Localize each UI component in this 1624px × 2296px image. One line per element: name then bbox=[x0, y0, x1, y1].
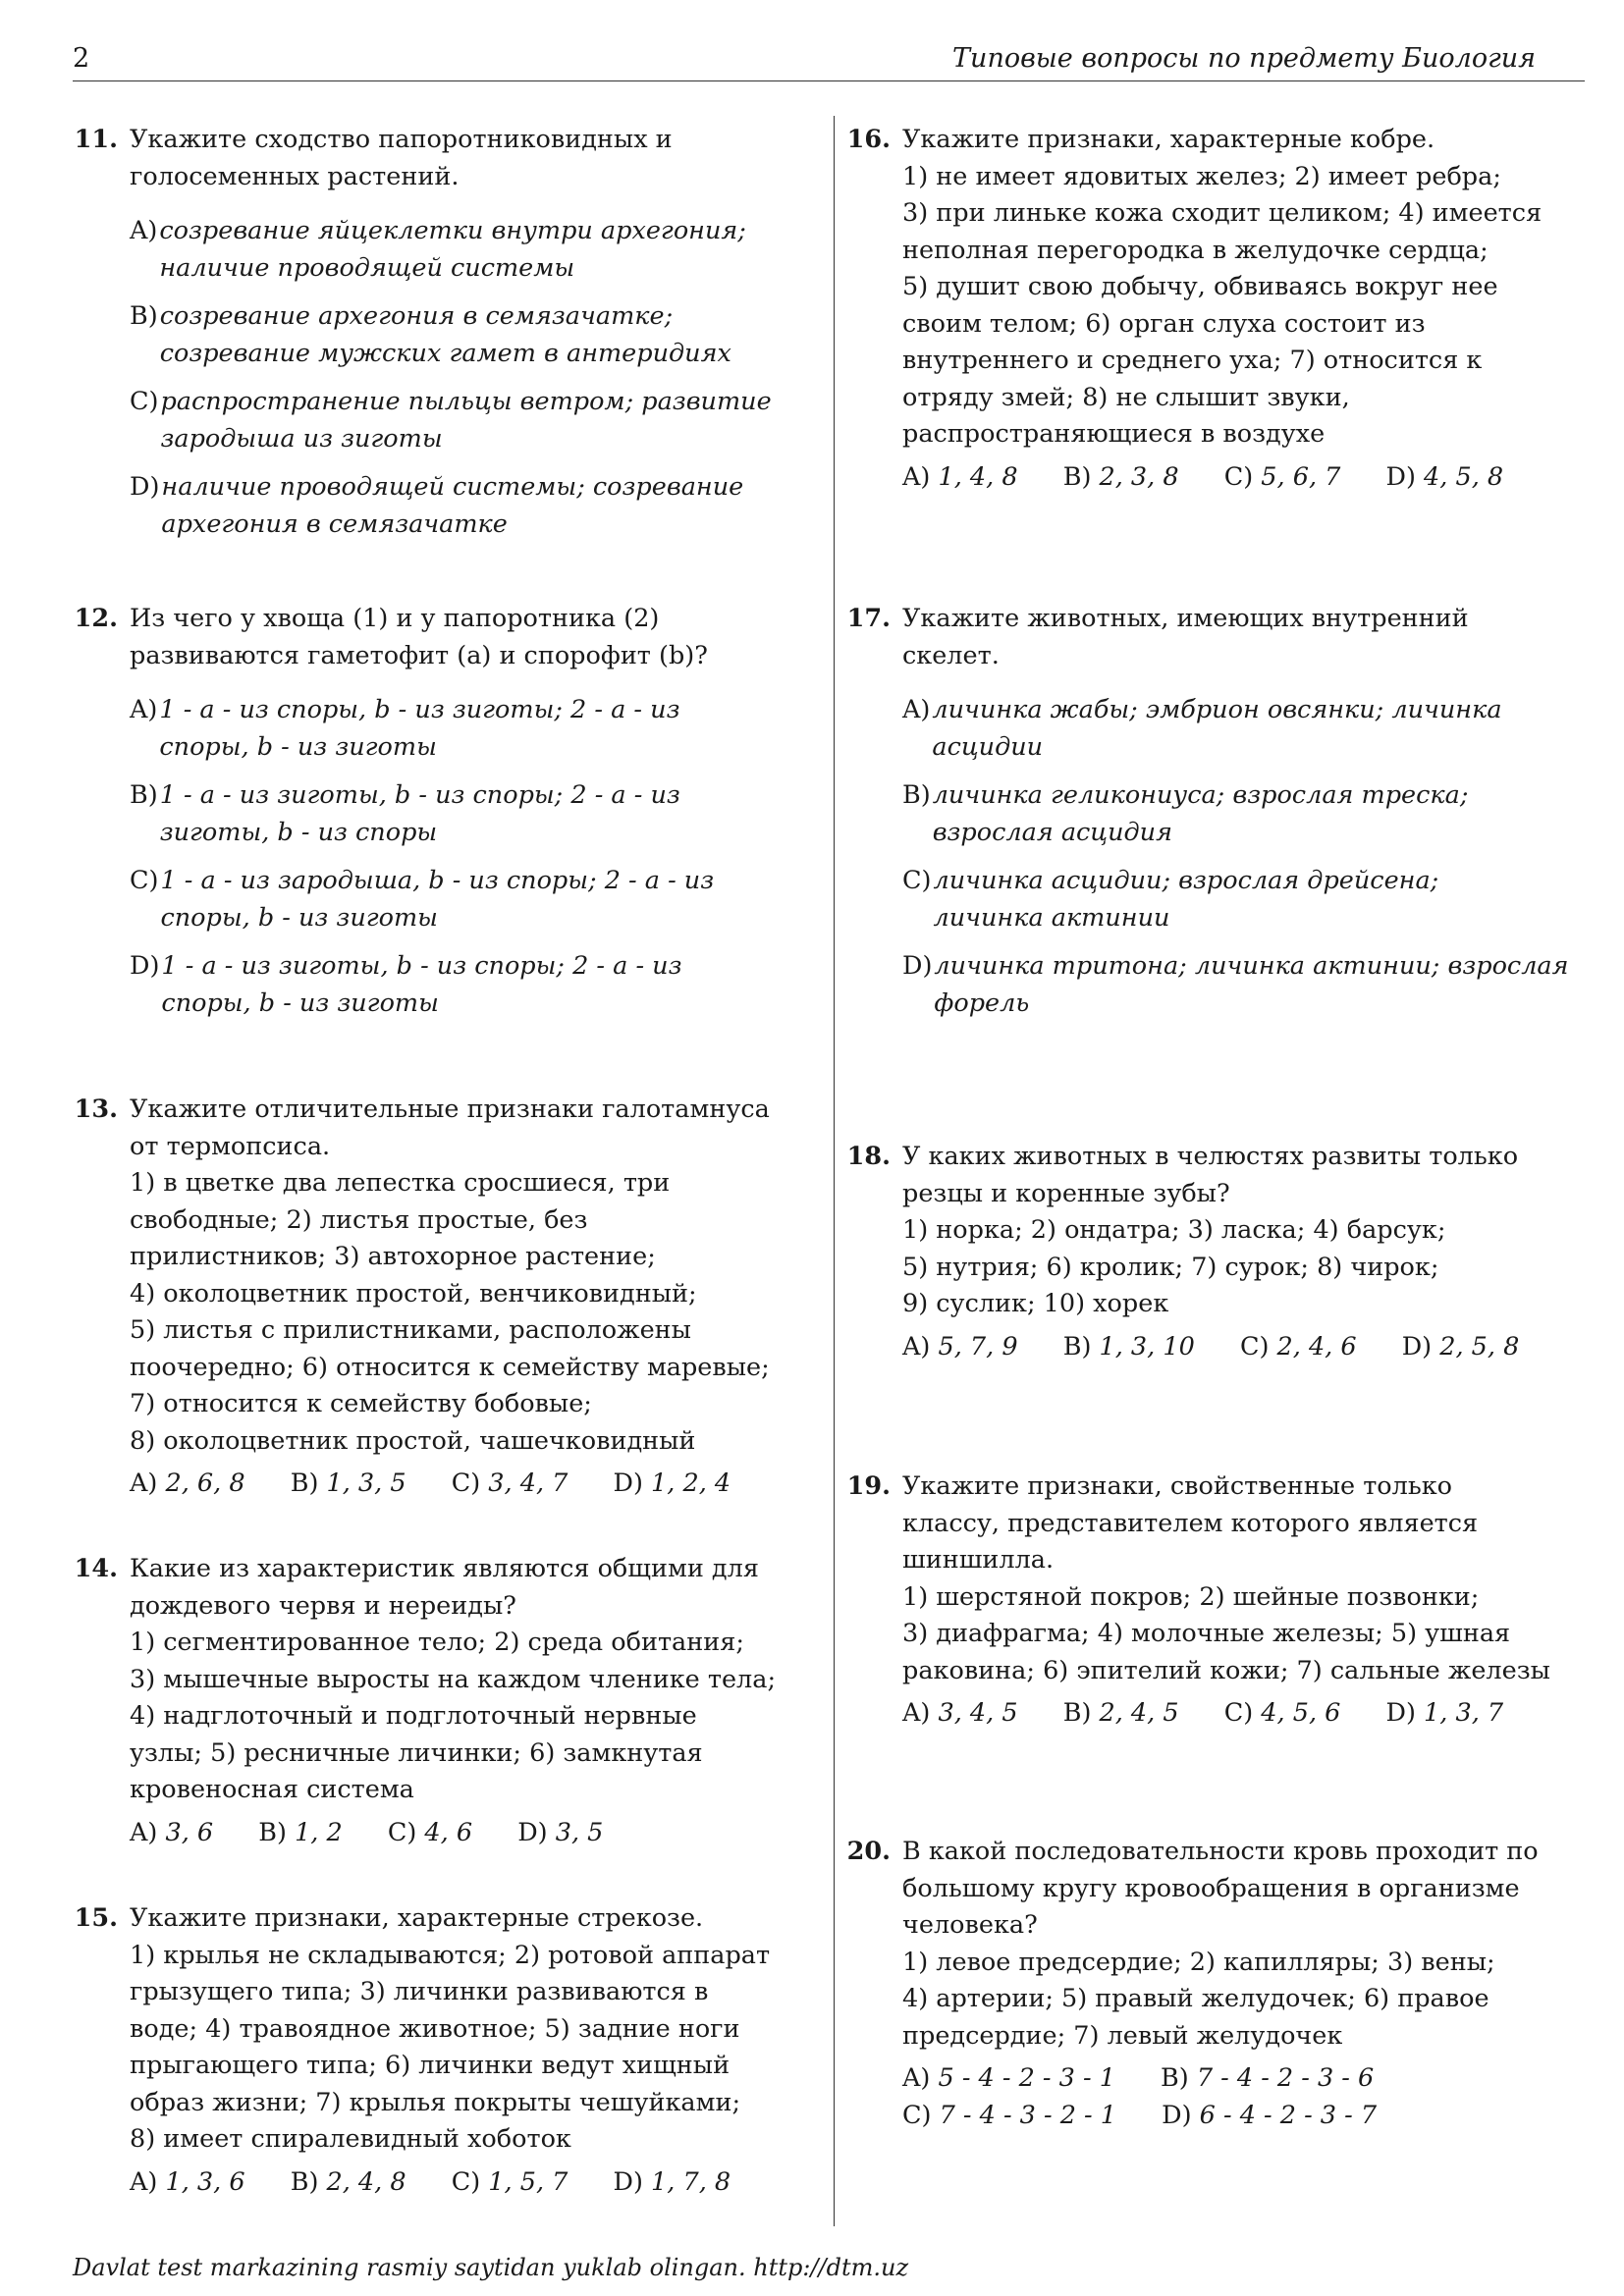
answer-c[interactable]: C) 5, 6, 7 bbox=[1223, 461, 1341, 492]
question-text: В какой последовательности кровь проходит по большому кругу кровообращения в организме человека? 1) левое предсердие; 2) капилляры; 3) вены; 4) артерии; 5) правый желудочек; 6) правое предсердие; 7) левый желудочек bbox=[902, 1837, 1539, 2051]
answer-choices bbox=[902, 2060, 1601, 2134]
question-number: 11. bbox=[74, 125, 118, 154]
question-text: Какие из характеристик являются общими для дождевого червя и нереиды? 1) сегментированное тело; 2) среда обитания; 3) мышечные выросты на каждом членике тела; 4) надглоточный и подглоточный нервные узлы; 5) ресничные личинки; 6) замкнутая кровеносная система bbox=[130, 1554, 777, 1804]
option-c[interactable]: C) личинка асцидии; взрослая дрейсена; личинка актинии bbox=[902, 863, 1601, 936]
answer-d[interactable]: D) 6 - 4 - 2 - 3 - 7 bbox=[1162, 2100, 1378, 2130]
answer-b[interactable]: B) 1, 3, 10 bbox=[1062, 1331, 1195, 1362]
answer-c[interactable]: C) 4, 5, 6 bbox=[1223, 1698, 1341, 1728]
option-text: созревание архегония в семязачатке; созревание мужских гамет в антеридиях bbox=[159, 301, 731, 368]
question-text: Укажите признаки, характерные стрекозе. 1) крылья не складываются; 2) ротовой аппарат грызущего типа; 3) личинки развиваются в воде; 4) травоядное животное; 5) задние ноги прыгающего типа; 6) личинки ведут хищный образ жизни; 7) крылья покрыты чешуйками; 8) имеет спиралевидный хоботок bbox=[130, 1903, 771, 2154]
answer-d[interactable]: D) 2, 5, 8 bbox=[1401, 1331, 1520, 1362]
question-text: Укажите животных, имеющих внутренний скелет. bbox=[902, 604, 1469, 670]
question-number: 19. bbox=[846, 1471, 891, 1501]
answer-c[interactable]: C) 3, 4, 7 bbox=[451, 1468, 568, 1498]
answer-a[interactable]: A) 1, 3, 6 bbox=[130, 2166, 245, 2197]
option-a[interactable]: A) 1 - a - из споры, b - из зиготы; 2 - a - из споры, b - из зиготы bbox=[130, 692, 799, 766]
option-text: 1 - a - из споры, b - из зиготы; 2 - a - из споры, b - из зиготы bbox=[159, 695, 680, 762]
answer-c[interactable]: C) 2, 4, 6 bbox=[1239, 1331, 1357, 1362]
option-text: 1 - a - из зиготы, b - из споры; 2 - a - из зиготы, b - из споры bbox=[159, 780, 680, 847]
answer-d[interactable]: D) 1, 2, 4 bbox=[613, 1468, 731, 1498]
option-text: 1 - a - из зародыша, b - из споры; 2 - a - из споры, b - из зиготы bbox=[160, 866, 715, 933]
question-number: 17. bbox=[846, 604, 891, 633]
question-number: 15. bbox=[74, 1903, 118, 1933]
option-text: личинка асцидии; взрослая дрейсена; личинка актинии bbox=[933, 866, 1439, 933]
option-text: личинка тритона; личинка актинии; взрослая форель bbox=[934, 951, 1569, 1018]
option-b[interactable]: B) 1 - a - из зиготы, b - из споры; 2 - a - из зиготы, b - из споры bbox=[130, 777, 799, 851]
options-list bbox=[130, 692, 799, 1022]
question-number: 16. bbox=[846, 125, 891, 154]
question-number: 18. bbox=[846, 1142, 891, 1171]
answer-a[interactable]: A) 5, 7, 9 bbox=[902, 1331, 1018, 1362]
question-11 bbox=[73, 122, 799, 543]
answer-d[interactable]: D) 4, 5, 8 bbox=[1385, 461, 1504, 492]
option-text: наличие проводящей системы; созревание архегония в семязачатке bbox=[161, 472, 744, 539]
page-number: 2 bbox=[73, 43, 90, 74]
answer-d[interactable]: D) 1, 7, 8 bbox=[613, 2166, 731, 2197]
option-text: 1 - a - из зиготы, b - из споры; 2 - a - из споры, b - из зиготы bbox=[161, 951, 682, 1018]
answer-c[interactable]: C) 4, 6 bbox=[387, 1817, 473, 1847]
answer-b[interactable]: B) 2, 4, 8 bbox=[290, 2166, 406, 2197]
answer-d[interactable]: D) 1, 3, 7 bbox=[1385, 1698, 1504, 1728]
options-list bbox=[902, 692, 1601, 1022]
option-d[interactable]: D) личинка тритона; личинка актинии; взрослая форель bbox=[902, 948, 1601, 1022]
answer-b[interactable]: B) 7 - 4 - 2 - 3 - 6 bbox=[1161, 2063, 1375, 2093]
question-text: Из чего у хвоща (1) и у папоротника (2) развиваются гаметофит (a) и спорофит (b)? bbox=[130, 604, 708, 670]
question-17 bbox=[845, 601, 1601, 1022]
answer-a[interactable]: A) 2, 6, 8 bbox=[130, 1468, 245, 1498]
option-d[interactable]: D) наличие проводящей системы; созревание архегония в семязачатке bbox=[130, 469, 799, 543]
column-divider bbox=[834, 116, 835, 2226]
answer-a[interactable]: A) 3, 6 bbox=[130, 1817, 214, 1847]
answer-a[interactable]: A) 3, 4, 5 bbox=[902, 1698, 1018, 1728]
question-text: Укажите признаки, характерные кобре. 1) не имеет ядовитых желез; 2) имеет ребра; 3) при линьке кожа сходит целиком; 4) имеется неполная перегородка в желудочке сердца; 5) душит свою добычу, обвиваясь вокруг нее своим телом; 6) орган слуха состоит из внутреннего и среднего уха; 7) относится к отряду змей; 8) не слышит звуки, распространяющиеся в воздухе bbox=[902, 125, 1543, 449]
answer-choices bbox=[130, 1466, 799, 1503]
question-13 bbox=[73, 1092, 799, 1503]
option-c[interactable]: C) 1 - a - из зародыша, b - из споры; 2 - a - из споры, b - из зиготы bbox=[130, 863, 799, 936]
question-20 bbox=[845, 1834, 1601, 2134]
answer-c[interactable]: C) 7 - 4 - 3 - 2 - 1 bbox=[902, 2100, 1117, 2130]
option-a[interactable]: A) созревание яйцеклетки внутри архегония; наличие проводящей системы bbox=[130, 213, 799, 287]
option-text: созревание яйцеклетки внутри архегония; наличие проводящей системы bbox=[159, 216, 746, 283]
question-number: 13. bbox=[74, 1095, 118, 1124]
option-a[interactable]: A) личинка жабы; эмбрион овсянки; личинка асцидии bbox=[902, 692, 1601, 766]
option-b[interactable]: B) созревание архегония в семязачатке; созревание мужских гамет в антеридиях bbox=[130, 298, 799, 372]
question-number: 12. bbox=[74, 604, 118, 633]
option-b[interactable]: B) личинка геликониуса; взрослая треска; взрослая асцидия bbox=[902, 777, 1601, 851]
answer-b[interactable]: B) 1, 3, 5 bbox=[290, 1468, 406, 1498]
answer-choices bbox=[130, 2164, 799, 2202]
question-number: 20. bbox=[846, 1837, 891, 1866]
answer-choices bbox=[902, 459, 1601, 497]
question-19 bbox=[845, 1468, 1601, 1733]
option-d[interactable]: D) 1 - a - из зиготы, b - из споры; 2 - a - из споры, b - из зиготы bbox=[130, 948, 799, 1022]
page-footer: Davlat test markazining rasmiy saytidan yuklab olingan. http://dtm.uz bbox=[73, 2254, 909, 2281]
question-text: Укажите сходство папоротниковидных и голосеменных растений. bbox=[130, 125, 673, 191]
answer-c[interactable]: C) 1, 5, 7 bbox=[451, 2166, 568, 2197]
question-number: 14. bbox=[74, 1554, 118, 1583]
question-text: Укажите признаки, свойственные только классу, представителем которого является шиншилла. 1) шерстяной покров; 2) шейные позвонки; 3) диафрагма; 4) молочные железы; 5) ушная раковина; 6) эпителий кожи; 7) сальные железы bbox=[902, 1471, 1550, 1685]
answer-a[interactable]: A) 1, 4, 8 bbox=[902, 461, 1018, 492]
option-text: распространение пыльцы ветром; развитие зародыша из зиготы bbox=[160, 387, 772, 454]
answer-d[interactable]: D) 3, 5 bbox=[517, 1817, 604, 1847]
answer-choices bbox=[130, 1815, 799, 1852]
answer-b[interactable]: B) 2, 4, 5 bbox=[1062, 1698, 1179, 1728]
answer-a[interactable]: A) 5 - 4 - 2 - 3 - 1 bbox=[902, 2063, 1115, 2093]
header-rule bbox=[73, 80, 1585, 81]
page-header-title: Типовые вопросы по предмету Биология bbox=[952, 43, 1536, 74]
answer-b[interactable]: B) 1, 2 bbox=[258, 1817, 343, 1847]
answer-choices bbox=[902, 1329, 1601, 1366]
question-15 bbox=[73, 1900, 799, 2201]
option-c[interactable]: C) распространение пыльцы ветром; развитие зародыша из зиготы bbox=[130, 384, 799, 457]
question-12 bbox=[73, 601, 799, 1022]
answer-b[interactable]: B) 2, 3, 8 bbox=[1062, 461, 1179, 492]
option-text: личинка жабы; эмбрион овсянки; личинка асцидии bbox=[932, 695, 1502, 762]
options-list bbox=[130, 213, 799, 543]
question-16 bbox=[845, 122, 1601, 496]
question-text: Укажите отличительные признаки галотамнуса от термопсиса. 1) в цветке два лепестка сросшиеся, три свободные; 2) листья простые, без прилистников; 3) автохорное растение; 4) околоцветник простой, венчиковидный; 5) листья с прилистниками, расположены поочередно; 6) относится к семейству маревые; 7) относится к семейству бобовые; 8) околоцветник простой, чашечковидный bbox=[130, 1095, 770, 1456]
question-18 bbox=[845, 1139, 1601, 1365]
question-14 bbox=[73, 1551, 799, 1851]
option-text: личинка геликониуса; взрослая треска; взрослая асцидия bbox=[932, 780, 1469, 847]
answer-choices bbox=[902, 1695, 1601, 1733]
question-text: У каких животных в челюстях развиты только резцы и коренные зубы? 1) норка; 2) ондатра; 3) ласка; 4) барсук; 5) нутрия; 6) кролик; 7) сурок; 8) чирок; 9) суслик; 10) хорек bbox=[902, 1142, 1519, 1318]
